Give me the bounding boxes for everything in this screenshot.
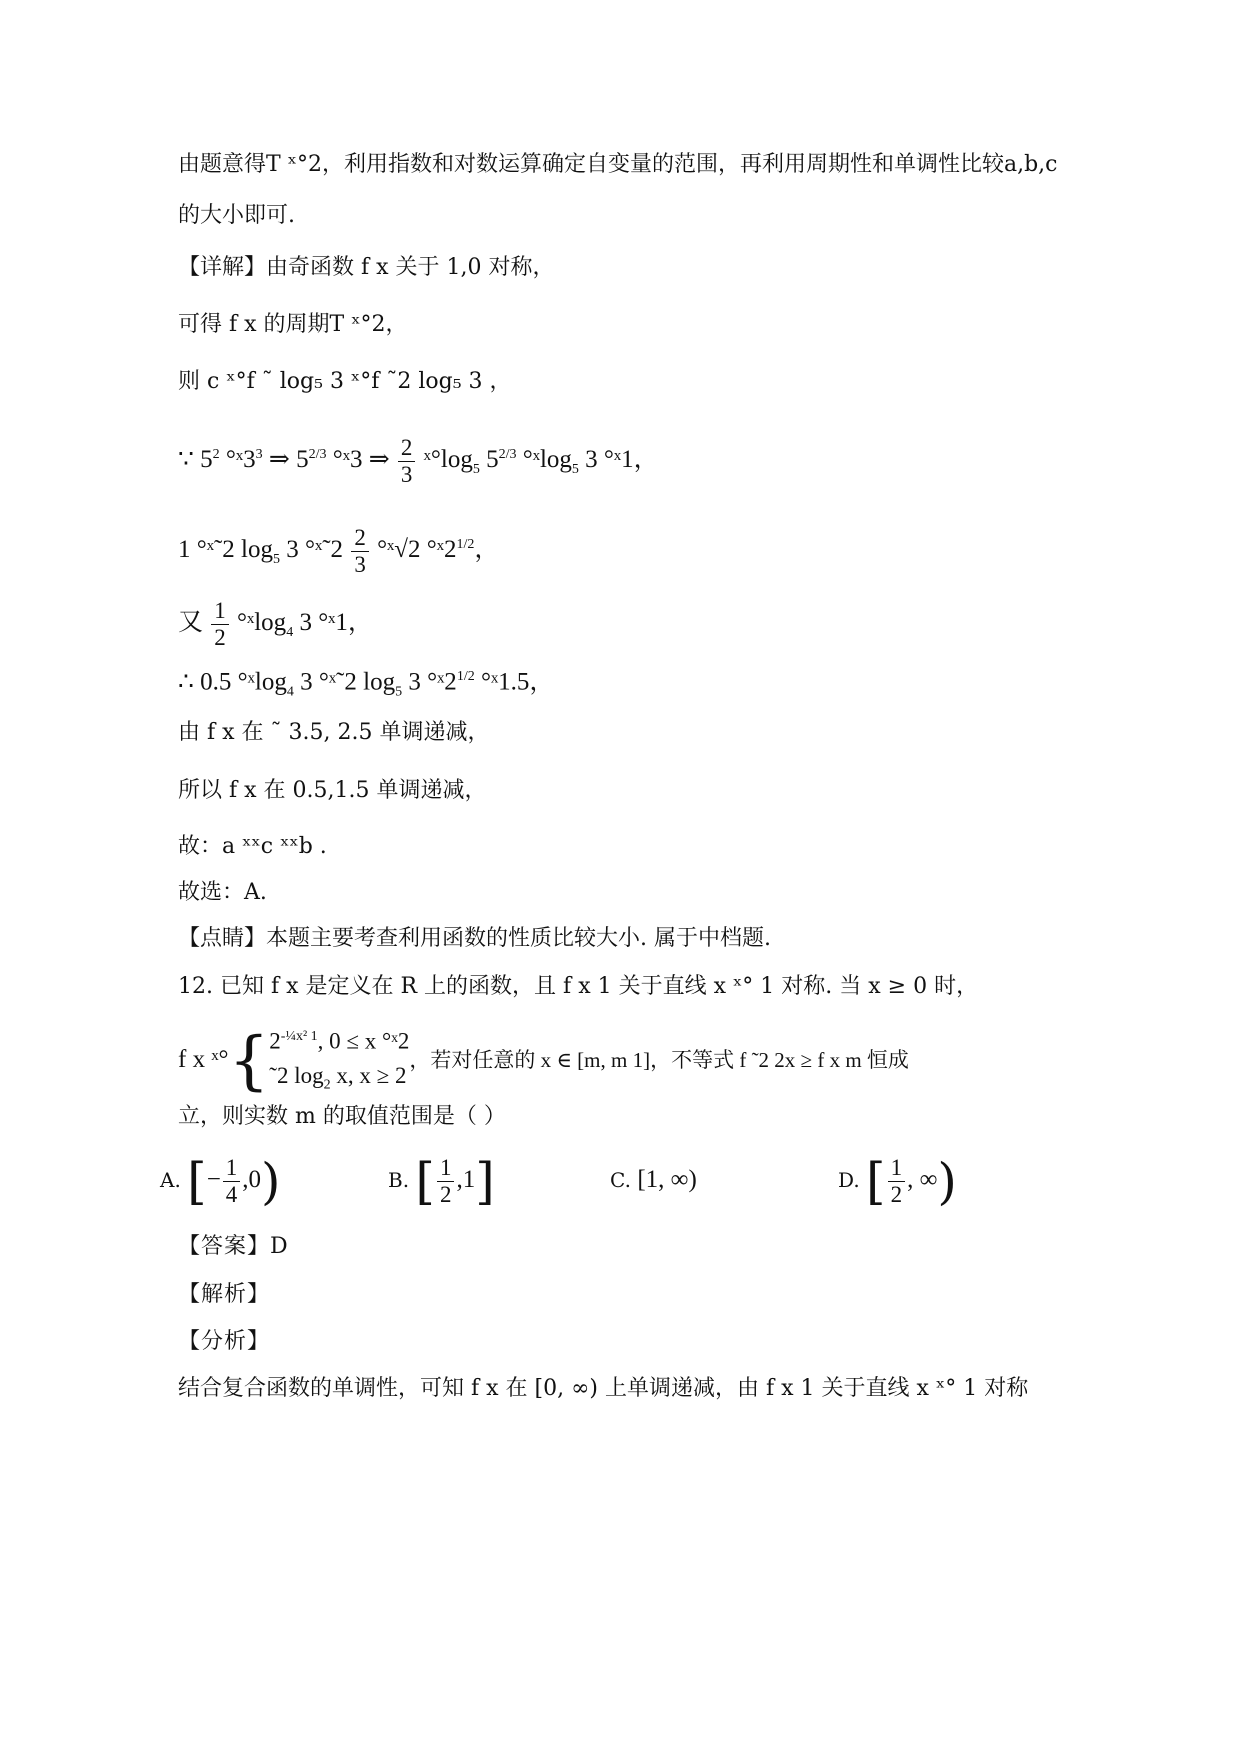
subscript: 2 xyxy=(323,1077,331,1093)
exponent: 2/3 xyxy=(308,446,327,462)
option-label: B. xyxy=(388,1168,410,1192)
option-label: D. xyxy=(838,1168,860,1192)
formula-part: 3 °ˣ2 xyxy=(402,668,457,696)
formula-part: , ∞ xyxy=(907,1166,938,1193)
formula-part: ∴ 0.5 °ˣlog xyxy=(178,668,287,696)
text-line-1: 由题意得T ˣ°2，利用指数和对数运算确定自变量的范围，再利用周期性和单调性比较a,b,c xyxy=(178,152,1058,177)
piecewise-cases xyxy=(269,1020,409,1102)
formula-line-9 xyxy=(178,662,554,707)
formula-part: 3 °ˣ˜2 xyxy=(280,536,350,564)
formula-part: °ˣlog xyxy=(230,609,287,637)
formula-part: ˜2 log xyxy=(269,1062,324,1088)
formula-part: 1 °ˣ˜2 log xyxy=(178,536,273,564)
text-line-5: 则 c ˣ°f ˜ log₅ 3 ˣ°f ˜2 log₅ 3 ， xyxy=(178,369,512,394)
analysis-heading: 【解析】 xyxy=(178,1282,271,1307)
question-12-stem: 12. 已知 f x 是定义在 R 上的函数，且 f x 1 关于直线 x ˣ° 1 对称. 当 x ≥ 0 时， xyxy=(178,974,979,999)
text-line-10: 由 f x 在 ˜ 3.5, 2.5 单调递减， xyxy=(178,720,490,745)
subscript: 5 xyxy=(273,552,280,568)
formula-line-8 xyxy=(178,598,373,651)
denominator: 2 xyxy=(214,625,226,650)
answer-line: 【答案】D xyxy=(178,1234,289,1259)
formula-part: ,0 xyxy=(242,1166,262,1193)
fenxi-heading: 【分析】 xyxy=(178,1329,271,1354)
subscript: 4 xyxy=(286,684,294,700)
formula-part: 3 °ˣ1， xyxy=(293,609,373,637)
formula-line-7 xyxy=(178,525,499,578)
text-line-14: 【点睛】本题主要考查利用函数的性质比较大小. 属于中档题. xyxy=(178,926,771,951)
formula-part: °ˣ3 ⇒ xyxy=(326,446,396,474)
subscript: 5 xyxy=(395,684,403,700)
bracket: ) xyxy=(937,1152,957,1211)
bracket: ] xyxy=(475,1152,495,1211)
option-a[interactable] xyxy=(160,1150,281,1212)
fraction xyxy=(437,1155,455,1208)
left-brace: { xyxy=(228,1024,270,1099)
exponent: -¼x² 1 xyxy=(280,1029,318,1044)
option-label: A. xyxy=(160,1168,181,1192)
text-line-last: 结合复合函数的单调性，可知 f x 在 [0, ∞) 上单调递减，由 f x 1 关于直线 x ˣ° 1 对称 xyxy=(178,1376,1029,1401)
fraction xyxy=(888,1155,906,1208)
formula-part: °ˣ√2 °ˣ2 xyxy=(370,536,457,564)
case-1 xyxy=(269,1020,409,1059)
formula-part: ˣ°log xyxy=(417,446,473,474)
numerator: 1 xyxy=(437,1155,455,1182)
text-line-2: 的大小即可. xyxy=(178,203,295,228)
fraction xyxy=(351,525,369,578)
piecewise-definition xyxy=(178,1020,909,1102)
numerator: 1 xyxy=(888,1155,906,1182)
subscript: 5 xyxy=(472,462,480,478)
denominator: 3 xyxy=(400,462,413,487)
text-line-11: 所以 f x 在 0.5,1.5 单调递减， xyxy=(178,778,487,803)
bracket: [ xyxy=(187,1152,207,1211)
text-line-3: 【详解】由奇函数 f x 关于 1,0 对称， xyxy=(178,255,555,280)
bracket: [ xyxy=(866,1152,886,1211)
formula-part: 3 °ˣ1， xyxy=(578,446,659,474)
option-b[interactable] xyxy=(388,1150,495,1212)
case-2 xyxy=(269,1059,409,1103)
formula-part: f x ˣ° xyxy=(178,1045,229,1073)
exponent: 3 xyxy=(255,446,263,462)
formula-line-6 xyxy=(178,435,659,488)
numerator: 2 xyxy=(398,435,416,462)
bracket: ) xyxy=(261,1152,281,1211)
condition-text: ，若对任意的 x ∈ [m, m 1]，不等式 f ˜2 2x ≥ f x m 恒成 xyxy=(409,1047,909,1072)
fraction xyxy=(211,598,229,651)
formula-part: ， xyxy=(474,536,500,564)
exponent: 2/3 xyxy=(498,446,517,462)
option-d[interactable] xyxy=(838,1150,957,1212)
formula-part: 又 xyxy=(178,609,210,637)
formula-part: − xyxy=(206,1166,221,1193)
formula-part: °ˣlog xyxy=(516,446,572,474)
numerator: 1 xyxy=(211,598,229,625)
formula-part: 2 xyxy=(269,1028,281,1054)
question-12-prompt: 立，则实数 m 的取值范围是（ ） xyxy=(178,1104,506,1129)
text-line-12: 故：a ˣˣc ˣˣb . xyxy=(178,834,327,859)
exponent: 2 xyxy=(212,446,220,462)
formula-part: , 0 ≤ x °ˣ2 xyxy=(317,1028,410,1054)
bracket: [ xyxy=(415,1152,435,1211)
formula-part: x, x ≥ 2 xyxy=(330,1062,407,1088)
formula-part: ,1 xyxy=(456,1166,476,1193)
denominator: 4 xyxy=(225,1182,238,1207)
option-value: [1, ∞) xyxy=(637,1166,697,1193)
text-line-4: 可得 f x 的周期T ˣ°2， xyxy=(178,312,408,337)
formula-part: °ˣ1.5， xyxy=(474,668,555,696)
fraction xyxy=(223,1155,241,1208)
option-label: C. xyxy=(610,1168,631,1192)
formula-part: °ˣ3 xyxy=(219,446,256,474)
denominator: 3 xyxy=(354,552,366,577)
fraction xyxy=(398,435,416,488)
option-c[interactable] xyxy=(610,1150,697,1210)
formula-part: 3 °ˣ˜2 log xyxy=(293,668,396,696)
formula-part: ∵ 5 xyxy=(178,446,213,474)
numerator: 1 xyxy=(223,1155,241,1182)
exponent: 1/2 xyxy=(456,669,475,684)
numerator: 2 xyxy=(351,525,369,552)
subscript: 5 xyxy=(571,462,579,478)
formula-part: 5 xyxy=(479,446,499,474)
denominator: 2 xyxy=(890,1182,903,1207)
formula-part: ⇒ 5 xyxy=(262,446,309,474)
text-line-13: 故选：A. xyxy=(178,880,267,905)
denominator: 2 xyxy=(439,1182,452,1207)
exponent: 1/2 xyxy=(456,536,475,552)
subscript: 4 xyxy=(286,625,294,641)
